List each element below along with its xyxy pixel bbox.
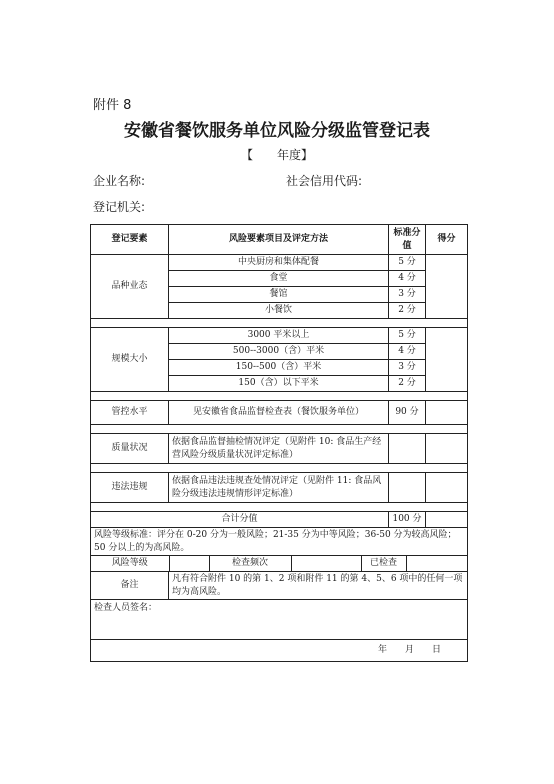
total-value: 100 分 <box>389 512 426 528</box>
business-format-label: 品种业态 <box>91 255 169 319</box>
violation-score[interactable] <box>426 473 468 503</box>
credit-code-label: 社会信用代码: <box>286 174 363 188</box>
scale-value: 2 分 <box>389 376 426 392</box>
year-line <box>0 146 554 163</box>
risk-level-inner <box>91 556 468 571</box>
spacer-row <box>91 503 468 512</box>
business-format-item: 小餐饮 <box>169 303 389 319</box>
year-open-bracket: 【 <box>240 148 253 162</box>
scale-value: 5 分 <box>389 328 426 344</box>
scale-item: 150（含）以下平米 <box>169 376 389 392</box>
total-score[interactable] <box>426 512 468 528</box>
scale-value: 3 分 <box>389 360 426 376</box>
scale-item: 150--500（含）平米 <box>169 360 389 376</box>
business-format-value: 2 分 <box>389 303 426 319</box>
scale-value: 4 分 <box>389 344 426 360</box>
scale-label: 规模大小 <box>91 328 169 392</box>
spacer-row <box>91 392 468 401</box>
remark-text: 凡有符合附件 10 的第 1、2 项和附件 11 的第 4、5、6 项中的任何一项均为高风险。 <box>169 572 468 600</box>
business-format-item: 食堂 <box>169 271 389 287</box>
violation-method: 依据食品违法违规查处情况评定（见附件 11: 食品风险分级违法违规情形评定标准） <box>169 473 389 503</box>
year-label: 年度】 <box>277 148 314 162</box>
attachment-number: 附件 8 <box>93 98 132 113</box>
risk-level-value[interactable] <box>169 556 209 571</box>
control-label: 管控水平 <box>91 401 169 425</box>
signature-date: 年 月 日 <box>91 640 468 662</box>
inspector-signature[interactable]: 检查人员签名： <box>91 600 468 640</box>
frequency-value[interactable] <box>291 556 361 571</box>
header-score: 得分 <box>426 225 468 255</box>
remark-label: 备注 <box>91 572 169 600</box>
quality-method: 依据食品监督抽检情况评定（见附件 10: 食品生产经营风险分级质量状况评定标准） <box>169 434 389 464</box>
checked-value[interactable] <box>406 556 468 571</box>
business-format-item: 中央厨房和集体配餐 <box>169 255 389 271</box>
business-format-value: 5 分 <box>389 255 426 271</box>
frequency-label: 检查频次 <box>209 556 291 571</box>
total-label: 合计分值 <box>91 512 389 528</box>
scale-item: 500--3000（含）平米 <box>169 344 389 360</box>
control-score[interactable] <box>426 401 468 425</box>
header-element: 登记要素 <box>91 225 169 255</box>
quality-standard <box>389 434 426 464</box>
business-format-item: 餐馆 <box>169 287 389 303</box>
scale-score[interactable] <box>426 328 468 392</box>
company-name-label: 企业名称: <box>93 174 146 188</box>
scale-item: 3000 平米以上 <box>169 328 389 344</box>
business-format-score[interactable] <box>426 255 468 319</box>
spacer-row <box>91 425 468 434</box>
control-method: 见安徽省食品监督检查表（餐饮服务单位） <box>169 401 389 425</box>
registration-table <box>90 224 468 662</box>
business-format-value: 3 分 <box>389 287 426 303</box>
spacer-row <box>91 464 468 473</box>
header-method: 风险要素项目及评定方法 <box>169 225 389 255</box>
risk-level-row <box>91 556 468 572</box>
risk-level-label: 风险等级 <box>91 556 169 571</box>
risk-standard-text: 风险等级标准：评分在 0-20 分为一般风险；21-35 分为中等风险；36-50 分为较高风险；50 分以上的为高风险。 <box>91 528 468 556</box>
checked-label: 已检查 <box>361 556 406 571</box>
registry-label: 登记机关: <box>93 200 146 214</box>
page-title: 安徽省餐饮服务单位风险分级监管登记表 <box>124 121 430 141</box>
quality-label: 质量状况 <box>91 434 169 464</box>
quality-score[interactable] <box>426 434 468 464</box>
header-standard: 标准分值 <box>389 225 426 255</box>
violation-standard <box>389 473 426 503</box>
control-value: 90 分 <box>389 401 426 425</box>
business-format-value: 4 分 <box>389 271 426 287</box>
violation-label: 违法违规 <box>91 473 169 503</box>
spacer-row <box>91 319 468 328</box>
